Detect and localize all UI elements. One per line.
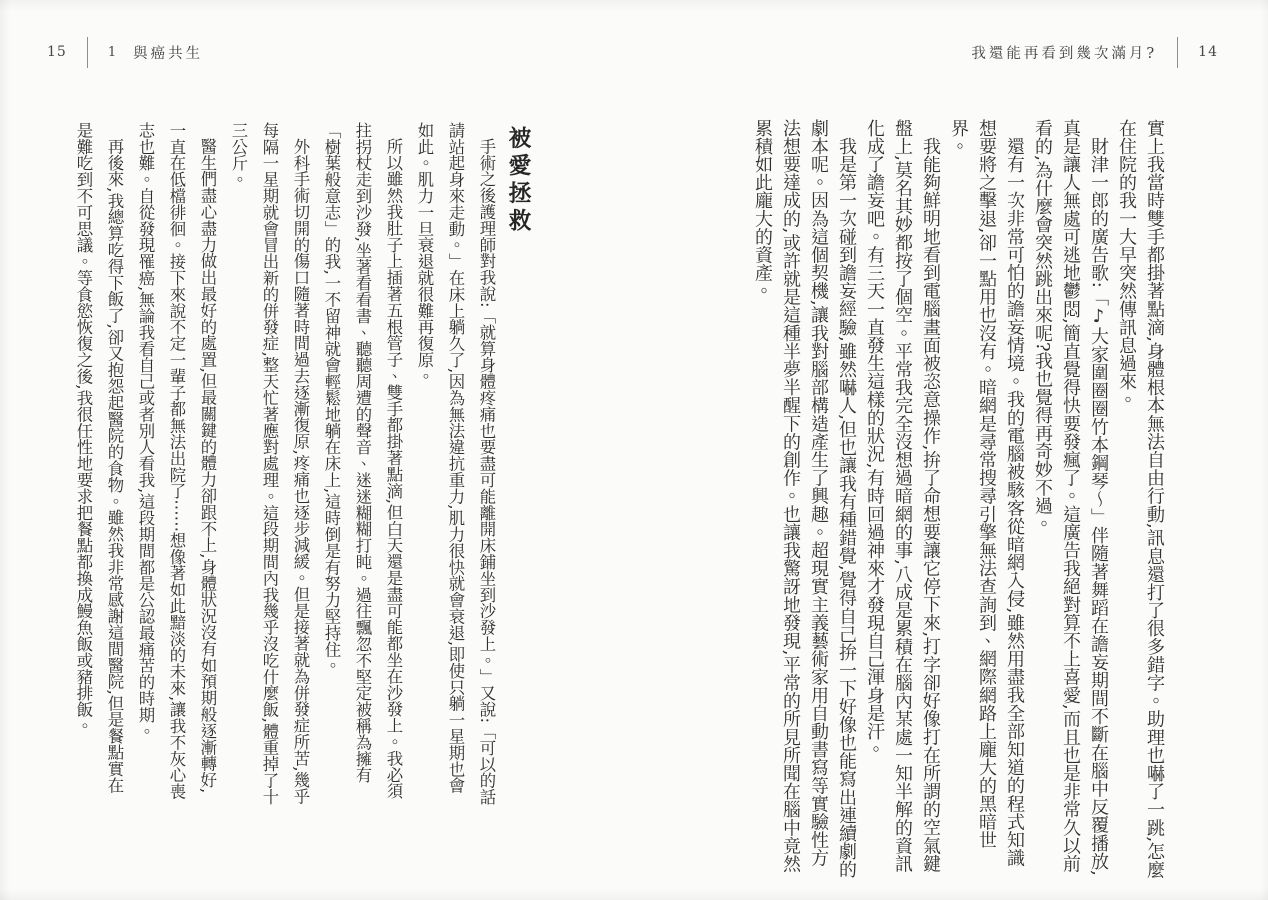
paragraph: 手術之後護理師對我說:「就算身體疼痛也要盡可能離開床鋪坐到沙發上。」又說:「可以的話請站起身來走動。」在床上躺久了,因為無法違抗重力,肌力很快就會衰退,即使只躺一星期也會如此。肌力一旦衰退就很難再復原。 bbox=[415, 122, 496, 806]
chapter-title: 與癌共生 bbox=[133, 45, 204, 62]
header-divider bbox=[87, 37, 88, 68]
left-page-number: 15 bbox=[47, 44, 67, 60]
left-page-text bbox=[68, 122, 502, 810]
paragraph: 我能夠鮮明地看到電腦畫面被恣意操作,拚了命想要讓它停下來,打字卻好像打在所謂的空氣鍵盤上,莫名其妙都按了個空。平常我完全沒想過暗網的事,八成是累積在腦內某處一知半解的資訊化成了譫妄吧。有三天一直發生這樣的狀況,有時回過神來才發現自己渾身是汗。 bbox=[864, 119, 941, 873]
paragraph: 實上我當時雙手都掛著點滴,身體根本無法自由行動,訊息還打了很多錯字。助理也嚇了一跳,怎麼在住院的我一大早突然傳訊息過來。 bbox=[1116, 119, 1165, 879]
paragraph: 外科手術切開的傷口隨著時間過去逐漸復原,疼痛也逐步減緩。但是接著就為併發症所苦,幾乎每隔一星期就會冒出新的併發症,整天忙著應對處理。這段期間內我幾乎沒吃什麼飯,體重掉了十三公斤。 bbox=[229, 122, 310, 805]
right-page-number: 14 bbox=[1198, 44, 1218, 60]
paragraph: 醫生們盡心盡力做出最好的處置,但最關鍵的體力卻跟不上,身體狀況沒有如預期般逐漸轉好,一直在低檔徘徊。接下來說不定一輩子都無法出院了⋯⋯想像著如此黯淡的未來,讓我不灰心喪志也難。自從發現罹癌,無論我看自己或者別人看我,這段期間都是公認最痛苦的時期。 bbox=[136, 122, 217, 800]
book-title: 我還能再看到幾次滿月? bbox=[971, 45, 1158, 62]
paragraph: 我是第一次碰到譫妄經驗,雖然嚇人,但也讓我有種錯覺,覺得自己拚一下好像也能寫出連續劇的劇本呢。因為這個契機,讓我對腦部構造產生了興趣。超現實主義藝術家用自動書寫等實驗性方法想要達成的,或許就是這種半夢半醒下的創作。也讓我驚訝地發現,平常的所見所聞在腦中竟然累積如此龐大的資產。 bbox=[752, 119, 857, 879]
header-divider bbox=[1177, 37, 1178, 68]
paragraph: 所以雖然我肚子上插著五根管子、雙手都掛著點滴,但白天還是盡可能都坐在沙發上。我必須拄拐杖走到沙發,坐著看看書、聽聽周遭的聲音、迷迷糊糊打盹。過往飄忽不堅定被稱為擁有「樹葉般意志」的我,一不留神就會輕鬆地躺在床上,這時倒是有努力堅持住。 bbox=[322, 122, 403, 800]
left-page-header bbox=[47, 36, 203, 68]
paragraph: 還有一次非常可怕的譫妄情境。我的電腦被駭客從暗網入侵,雖然用盡我全部知道的程式知識想要將之擊退,卻一點用也沒有。暗網是尋常搜尋引擎無法查詢到、網際網路上龐大的黑暗世界。 bbox=[948, 119, 1025, 867]
right-page-text bbox=[748, 119, 1168, 881]
chapter-number: 1 bbox=[107, 44, 117, 60]
paragraph: 財津一郎的廣告歌:「♪大家圍圈圈竹本鋼琴〜」伴隨著舞蹈在譫妄期間不斷在腦中反覆播放,真是讓人無處可逃地鬱悶,簡直覺得快要發瘋了。這廣告我絕對算不上喜愛,而且也是非常久以前看的,為什麼會突然跳出來呢?我也覺得再奇妙不過。 bbox=[1032, 119, 1109, 876]
right-page-header bbox=[971, 36, 1218, 68]
section-title: 被愛拯救 bbox=[505, 126, 531, 236]
paragraph: 再後來,我總算吃得下飯了,卻又抱怨起醫院的食物。雖然我非常感謝這間醫院,但是餐點實在是難吃到不可思議。等食慾恢復之後,我很任性地要求把餐點都換成鰻魚飯或豬排飯。 bbox=[74, 122, 124, 794]
